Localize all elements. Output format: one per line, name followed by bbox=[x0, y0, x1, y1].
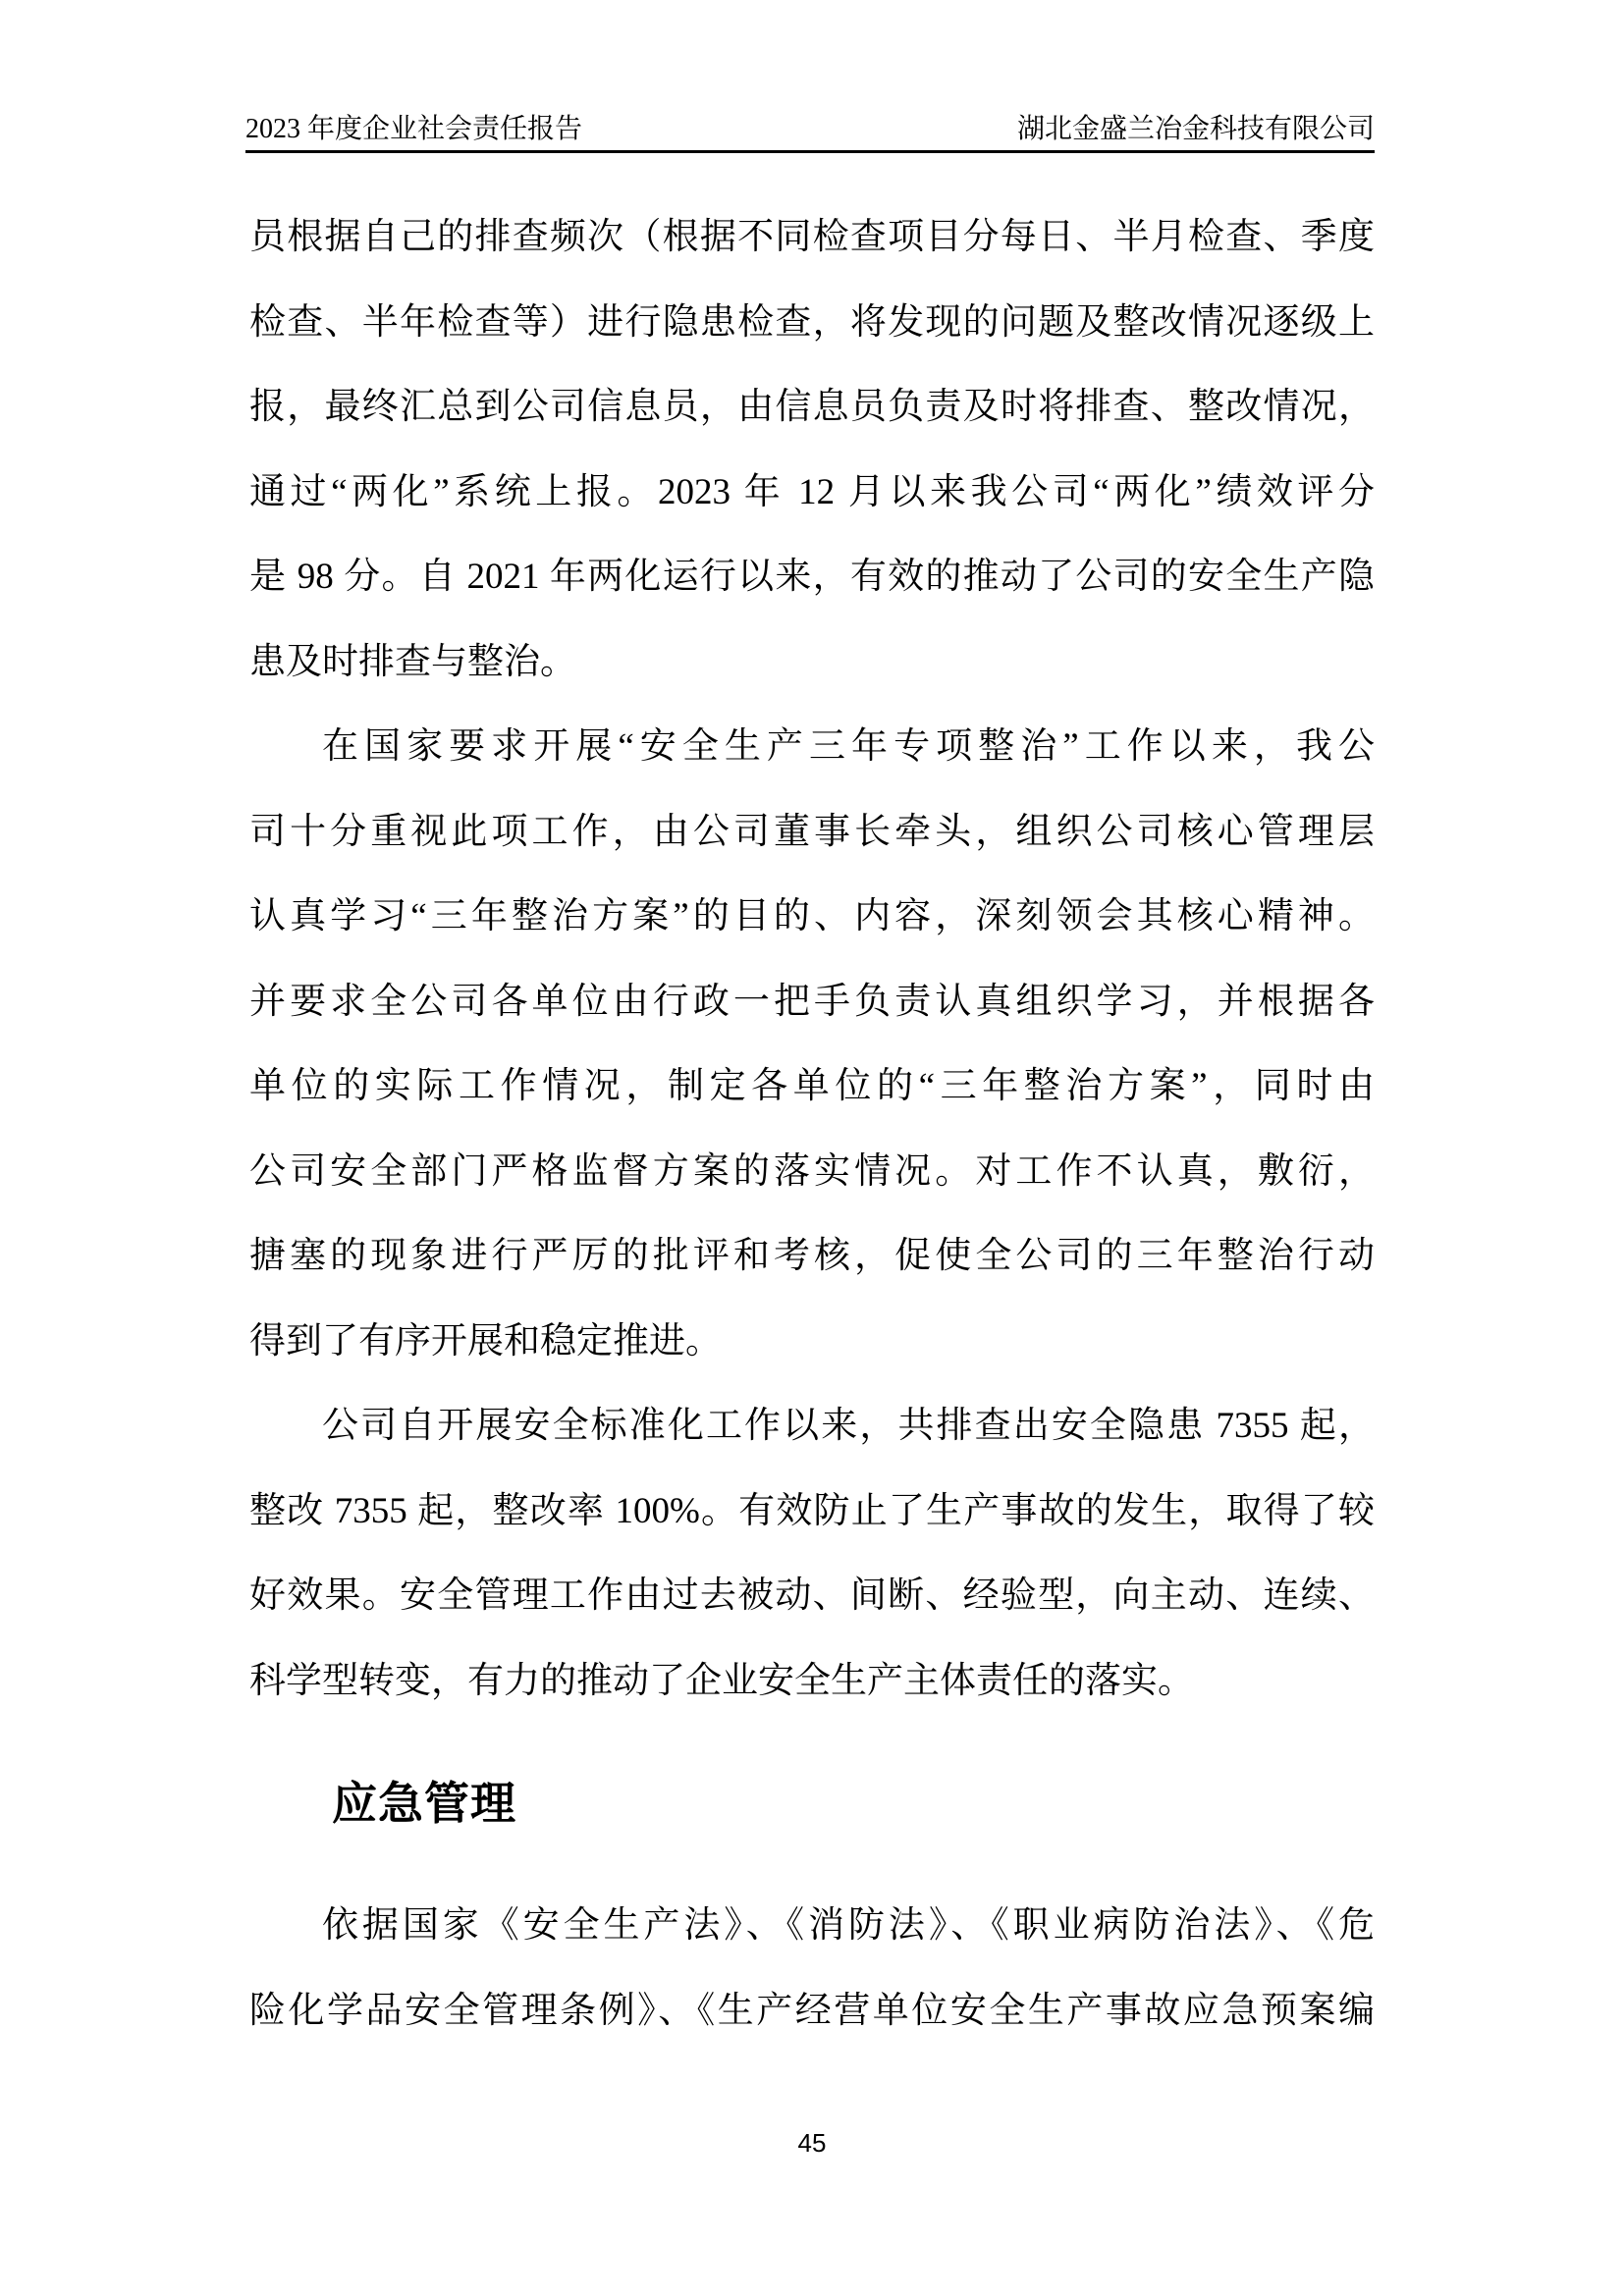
body-line: 得到了有序开展和稳定推进。 bbox=[249, 1320, 722, 1362]
page-number: 45 bbox=[797, 2128, 827, 2158]
body-line: 好效果。安全管理工作由过去被动、间断、经验型，向主动、连续、 bbox=[249, 1575, 1375, 1616]
body-line: 是 98 分。自 2021 年两化运行以来，有效的推动了公司的安全生产隐 bbox=[249, 557, 1375, 597]
body-line: 认真学习“三年整治方案”的目的、内容，深刻领会其核心精神。 bbox=[249, 896, 1375, 936]
body-line: 员根据自己的排查频次（根据不同检查项目分每日、半月检查、季度 bbox=[249, 217, 1375, 257]
body-line: 单位的实际工作情况，制定各单位的“三年整治方案”，同时由 bbox=[249, 1066, 1375, 1106]
header-report-title: 2023 年度企业社会责任报告 bbox=[245, 114, 583, 144]
document-body bbox=[249, 195, 1375, 2054]
body-line: 通过“两化”系统上报。2023 年 12 月以来我公司“两化”绩效评分 bbox=[249, 471, 1375, 512]
body-line: 在国家要求开展“安全生产三年专项整治”工作以来，我公 bbox=[322, 726, 1375, 767]
header-company-name: 湖北金盛兰冶金科技有限公司 bbox=[1016, 114, 1375, 144]
body-line: 整改 7355 起，整改率 100%。有效防止了生产事故的发生，取得了较 bbox=[249, 1490, 1375, 1531]
body-line: 患及时排查与整治。 bbox=[249, 641, 576, 682]
body-line: 公司安全部门严格监督方案的落实情况。对工作不认真，敷衍， bbox=[249, 1150, 1375, 1192]
section-heading-emergency-management: 应急管理 bbox=[332, 1778, 516, 1829]
body-line: 公司自开展安全标准化工作以来，共排查出安全隐患 7355 起， bbox=[322, 1406, 1375, 1446]
body-line: 险化学品安全管理条例》、《生产经营单位安全生产事故应急预案编 bbox=[249, 1990, 1375, 2031]
page-header bbox=[245, 114, 1375, 153]
body-line: 检查、半年检查等）进行隐患检查，将发现的问题及整改情况逐级上 bbox=[249, 301, 1375, 343]
body-line: 依据国家《安全生产法》、《消防法》、《职业病防治法》、《危 bbox=[322, 1905, 1375, 1946]
body-line: 搪塞的现象进行严厉的批评和考核，促使全公司的三年整治行动 bbox=[249, 1236, 1375, 1276]
body-line: 并要求全公司各单位由行政一把手负责认真组织学习，并根据各 bbox=[249, 981, 1375, 1022]
body-line: 报，最终汇总到公司信息员，由信息员负责及时将排查、整改情况， bbox=[249, 387, 1375, 427]
body-line: 科学型转变，有力的推动了企业安全生产主体责任的落实。 bbox=[249, 1660, 1194, 1701]
body-line: 司十分重视此项工作，由公司董事长牵头，组织公司核心管理层 bbox=[249, 811, 1375, 852]
page-footer bbox=[0, 2128, 1624, 2158]
